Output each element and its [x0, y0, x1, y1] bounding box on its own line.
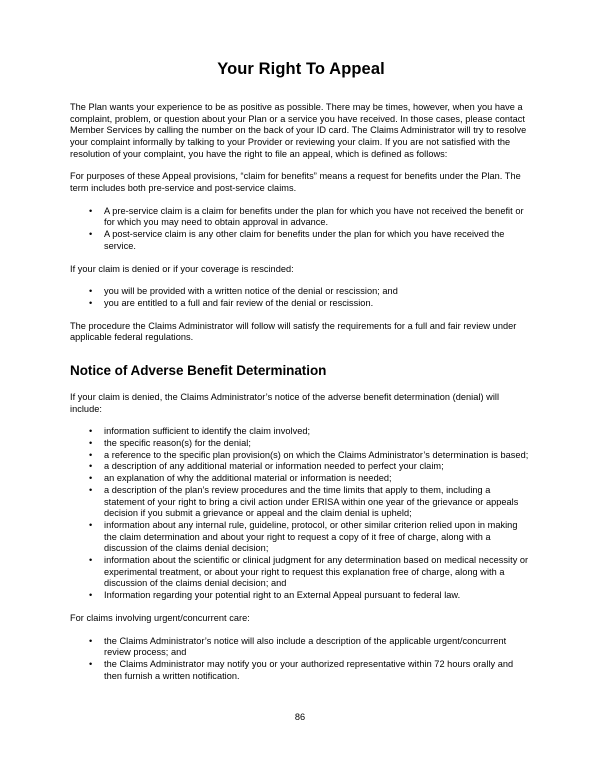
list-item-label: A pre-service claim is a claim for benefits under the plan for which you have not received the benefit or for which you may need to obtain approval in advance. [104, 205, 524, 228]
list-item [70, 659, 532, 682]
list-item [70, 485, 532, 520]
urgent-care-list [70, 636, 532, 683]
list-item-label: information about the scientific or clinical judgment for any determination based on medical necessity or experimental treatment, or about your right to request this explanation free of charge, along with a discussion of the claims denial decision; and [104, 555, 529, 589]
list-item [70, 206, 532, 229]
page-title: Your Right To Appeal [217, 60, 385, 78]
list-item-label: a description of the plan’s review procedures and the time limits that apply to them, including a statement of your right to bring a civil action under ERISA within one year of the grievance or appeals decision if you submit a grievance or appeal and the claim denial is upheld; [104, 484, 519, 519]
bullet-icon: • [89, 426, 93, 437]
list-item-label: a reference to the specific plan provision(s) on which the Claims Administrator’s determination is based; [104, 449, 529, 460]
notice-contents-list [70, 426, 532, 602]
list-item-label: you will be provided with a written notice of the denial or rescission; and [104, 286, 398, 297]
list-item-label: information about any internal rule, guideline, protocol, or other similar criterion relied upon in making the claim determination and about your right to request a copy of it free of charge, along with a discussion of the claims denial decision; [104, 519, 518, 554]
intro-paragraph: The Plan wants your experience to be as positive as possible. There may be times, however, when you have a complaint, problem, or question about your Plan or a service you have received. In those cases, please contact Member Services by calling the number on the back of your ID card. The Claims Administrator will try to resolve your complaint informally by talking to your Provider or reviewing your claim. If you are not satisfied with the resolution of your complaint, you have the right to file an appeal, which is defined as follows: [70, 101, 527, 159]
bullet-icon: • [89, 297, 93, 308]
list-item [70, 426, 532, 438]
bullet-icon: • [89, 555, 93, 566]
list-item-label: the Claims Administrator may notify you or your authorized representative within 72 hours orally and then furnish a written notification. [104, 658, 514, 681]
page-content [70, 60, 532, 693]
list-item-label: you are entitled to a full and fair review of the denial or rescission. [104, 297, 374, 308]
list-item [70, 520, 532, 555]
bullet-icon: • [89, 286, 93, 297]
list-item [70, 298, 532, 310]
list-item [70, 286, 532, 298]
denial-intro-paragraph: If your claim is denied or if your coverage is rescinded: [70, 263, 294, 274]
bullet-icon: • [89, 205, 93, 216]
page-number-footer: 86 [294, 712, 306, 722]
bullet-icon: • [89, 229, 93, 240]
bullet-icon: • [89, 449, 93, 460]
list-item-label: the specific reason(s) for the denial; [104, 438, 251, 449]
list-item [70, 555, 532, 590]
procedure-paragraph: The procedure the Claims Administrator will follow will satisfy the requirements for a full and fair review under applicable federal regulations. [70, 320, 517, 343]
section-heading-notice-of-adverse-benefit-determination: Notice of Adverse Benefit Determination [70, 363, 327, 379]
list-item [70, 473, 532, 485]
list-item-label: an explanation of why the additional material or information is needed; [104, 473, 392, 484]
list-item-label: information sufficient to identify the claim involved; [104, 426, 311, 437]
list-item-label: the Claims Administrator’s notice will also include a description of the applicable urgent/concurrent review process; and [104, 635, 507, 658]
notice-intro-paragraph: If your claim is denied, the Claims Administrator’s notice of the adverse benefit determination (denial) will include: [70, 391, 500, 414]
denial-rights-list [70, 286, 532, 309]
list-item [70, 461, 532, 473]
bullet-icon: • [89, 473, 93, 484]
list-item [70, 438, 532, 450]
list-item [70, 450, 532, 462]
list-item-label: Information regarding your potential right to an External Appeal pursuant to federal law. [104, 590, 461, 601]
appeal-definition-paragraph: For purposes of these Appeal provisions, “claim for benefits” means a request for benefits under the Plan. The term includes both pre-service and post-service claims. [70, 171, 521, 194]
list-item-label: A post-service claim is any other claim for benefits under the plan for which you have received the service. [104, 229, 505, 251]
list-item [70, 636, 532, 659]
bullet-icon: • [89, 519, 93, 530]
urgent-care-intro-paragraph: For claims involving urgent/concurrent care: [70, 612, 250, 623]
bullet-icon: • [89, 658, 93, 669]
bullet-icon: • [89, 438, 93, 449]
list-item [70, 590, 532, 602]
bullet-icon: • [89, 484, 93, 495]
bullet-icon: • [89, 635, 93, 646]
bullet-icon: • [89, 590, 93, 601]
list-item [70, 229, 532, 252]
bullet-icon: • [89, 461, 93, 472]
claim-type-list [70, 206, 532, 253]
list-item-label: a description of any additional material or information needed to perfect your claim; [104, 461, 444, 472]
